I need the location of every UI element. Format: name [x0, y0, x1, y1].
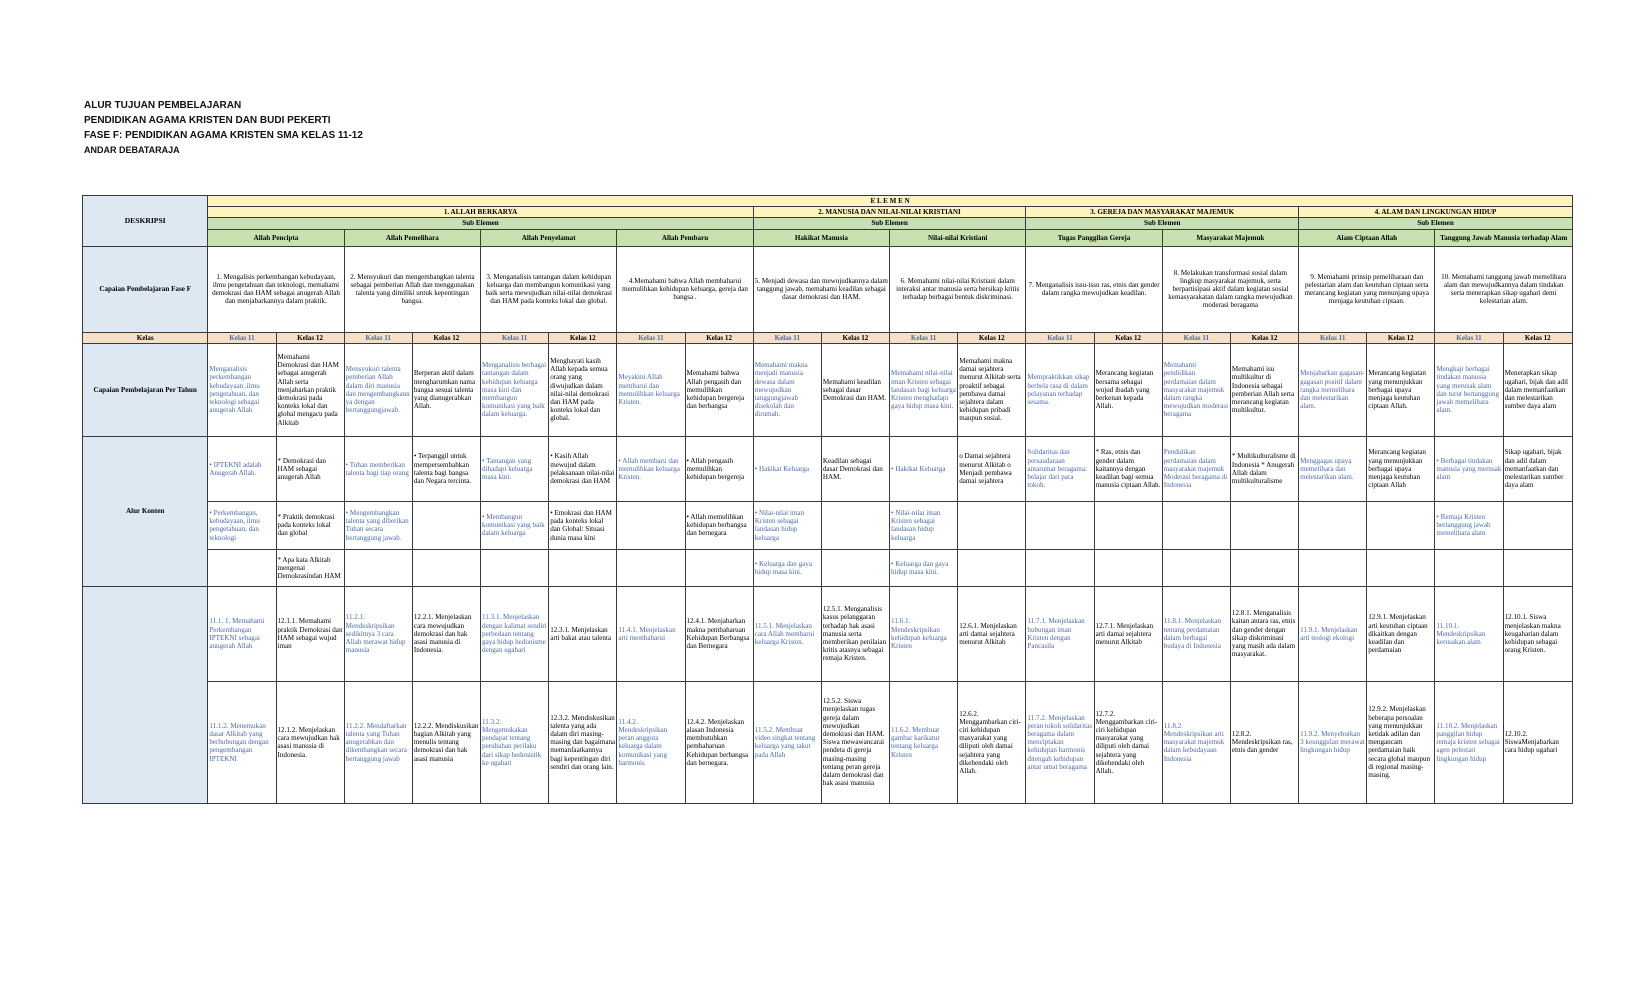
doc-title: ALUR TUJUAN PEMBELAJARAN: [84, 100, 242, 111]
kelas-12-header: Kelas 12: [276, 332, 344, 343]
cp-fase-cell: 9. Memahami prinsip pemeliharaan dan pelestarian alam dan keutuhan ciptaan serta merancang kegiatan yang menunjang upaya menjaga keutuhan ciptaan.: [1299, 246, 1435, 332]
alur-konten-cell: • Keluarga dan gaya hidup masa kini.: [890, 549, 958, 586]
kelas-12-header: Kelas 12: [821, 332, 889, 343]
alur-konten-cell: [1026, 501, 1094, 549]
tujuan-pembelajaran-cell: 12.9.2. Menjelaskan beberapa persoalan yang menunjukkan ketidak adilan dan mengancam perdamaian baik secara global maupun di regional masing-masing.: [1367, 681, 1435, 803]
alur-konten-cell: • Tuhan memberikan talenta bagi tiap orang: [344, 436, 412, 501]
tujuan-pembelajaran-cell: 11.3.2. Mengemukakan pendapat tentang perubahan perilaku dari sikap hedonistik ke ugahari: [481, 681, 549, 803]
cp-tahun-cell: Memahami Demokrasi dan HAM sebagai anugerah Allah serta menjabarkan praktik demokrasi pada konteks lokal dan global mengacu pada Alkitab: [276, 343, 344, 436]
cp-tahun-cell: Menghayati kasih Allah kepada semua orang yang diwujudkan dalam nilai-nilai demokrasi dan HAM pada konteks lokal dan global.: [549, 343, 617, 436]
tujuan-pembelajaran-cell: 11.2.1. Mendeskripsikan sedikitnya 3 cara Allah merawat hidup manusia: [344, 586, 412, 681]
tujuan-pembelajaran-cell: 12.6.1. Menjelaskan arti damai sejahtera menurut Alkitab: [958, 586, 1026, 681]
cp-tahun-cell: Mengkaji berbagai tindakan manusia yang merusak alam dan turut bertanggung jawab memelihara alam.: [1435, 343, 1503, 436]
kelas-12-header: Kelas 12: [412, 332, 480, 343]
elemen-header: E L E M E N: [208, 196, 1573, 207]
alur-konten-label: Alur Konten: [83, 436, 208, 586]
cp-tahun-cell: Mempraktikkan sikap berbela rasa di dalam pelayanan terhadap sesama.: [1026, 343, 1094, 436]
kelas-12-header: Kelas 12: [685, 332, 753, 343]
tujuan-pembelajaran-cell: 11.10.1. Mendeskripsikan kerusakan alam: [1435, 586, 1503, 681]
tujuan-pembelajaran-cell: 11.10.2. Menjelaskan panggilan hidup remaja kristen sebagai agen pelestari lingkungan hidup: [1435, 681, 1503, 803]
alur-konten-cell: • Remaja Kristen bertanggung jawab memelihara alam: [1435, 501, 1503, 549]
alur-konten-cell: • Kasih Allah mewujud dalam pelaksanaan nilai-nilai demokrasi dan HAM: [549, 436, 617, 501]
doc-subject: PENDIDIKAN AGAMA KRISTEN DAN BUDI PEKERTI: [84, 115, 331, 126]
alur-konten-cell: • Hakikat Keluarga: [753, 436, 821, 501]
cp-tahun-label: Capaian Pembelajaran Per Tahun: [83, 343, 208, 436]
alur-konten-cell: [617, 549, 685, 586]
table-row: [83, 246, 1573, 332]
alur-konten-cell: [958, 549, 1026, 586]
kelas-11-header: Kelas 11: [481, 332, 549, 343]
alur-konten-cell: • Allah pengasih memulihkan kehidupan bergereja: [685, 436, 753, 501]
alur-konten-cell: • Tantangan yang dihadapi keluarga masa kini.: [481, 436, 549, 501]
kelas-11-header: Kelas 11: [1162, 332, 1230, 343]
table-row: [83, 681, 1573, 803]
cp-fase-cell: 1. Mengalisis perkembangan kebudayaan, ilmu pengetahuan dan teknologi, memahami demokrasi dan HAM sebagai anugerah Allah dan menjabarkannya dalam praktik.: [208, 246, 344, 332]
sub-element-name: Alam Ciptaan Allah: [1299, 229, 1435, 246]
alur-konten-cell: Pendidikan perdamaian dalam masyarakat majemuk Moderasi beragama di Indonesia: [1162, 436, 1230, 501]
table-row: [83, 436, 1573, 501]
tujuan-pembelajaran-cell: 12.8.1. Menganalisis kaitan antara ras, etnis dan gender dengan sikap diskriminasi yang masih ada dalam masyarakat.: [1230, 586, 1298, 681]
tujuan-pembelajaran-cell: 12.5.2. Siswa menjelaskan tugas gereja dalam mewujudkan demokrasi dan HAM. Siswa mewawancarai pendeta di gereja masing-masing tentang peran gereja dalam demokrasi dan hak asasi manusia: [821, 681, 889, 803]
alur-konten-cell: • Perkembangan, kebudayaan, ilmu pengetahuan, dan teknologi: [208, 501, 276, 549]
kelas-11-header: Kelas 11: [1435, 332, 1503, 343]
tujuan-pembelajaran-cell: 12.7.1. Menjelaskan arti damai sejahtera menurut Alkitab: [1094, 586, 1162, 681]
cp-tahun-cell: Merancang kegiatan bersama sebagai wujud ibadah yang berkenan kepada Allah.: [1094, 343, 1162, 436]
doc-phase: FASE F: PENDIDIKAN AGAMA KRISTEN SMA KELAS 11-12: [84, 130, 363, 141]
table-row: [83, 207, 1573, 218]
tujuan-pembelajaran-cell: 11.7.2. Menjelaskan peran tokoh solidaritas beragama dalam menciptakan kehidupan harmonis ditengah kehidupan antar umat beragama: [1026, 681, 1094, 803]
sub-element-name: Nilai-nilai Kristiani: [890, 229, 1026, 246]
tujuan-pembelajaran-cell: 12.1.2. Menjelaskan cara mewujudkan hak asasi manusia di Indonesia.: [276, 681, 344, 803]
alur-konten-cell: [1230, 549, 1298, 586]
alur-konten-cell: • Membangun komunikasi yang baik dalam keluarga: [481, 501, 549, 549]
cp-fase-cell: 4.Memahami bahwa Allah membaharui memulihkan kehidupan keluarga, gereja dan bangsa .: [617, 246, 753, 332]
tujuan-pembelajaran-cell: 11.6.2. Membuat gambar karikatur tentang keluarga Kristen: [890, 681, 958, 803]
alur-konten-cell: [1162, 549, 1230, 586]
tujuan-pembelajaran-cell: 12.6.2. Menggambarkan ciri-ciri kehidupan masyarakat yang diliputi oleh damai sejahtera yang dikehendaki oleh Allah.: [958, 681, 1026, 803]
alur-konten-cell: [821, 549, 889, 586]
cp-fase-cell: 6. Memahami nilai-nilai Kristiani dalam interaksi antar manusia serta bersikap kritis terhadap berbagai bentuk diskriminasi.: [890, 246, 1026, 332]
tujuan-pembelajaran-cell: 12.2.2. Mendiskusikan bagian Alkitab yang menulis tentang demokrasi dan hak asasi manusia: [412, 681, 480, 803]
tujuan-pembelajaran-cell: 12.4.1. Menjabarkan makna pembaharuan Kehidupan Berbangsa dan Bernegara: [685, 586, 753, 681]
table-row: [83, 343, 1573, 436]
cp-tahun-cell: Menganalisis berbagai tantangan dalam kehidupan keluarga masa kini dan membangun komunikasi yang baik dalam keluarga.: [481, 343, 549, 436]
alur-konten-cell: • Emokrasi dan HAM pada konteks lokal dan Global: Situasi dunia masa kini: [549, 501, 617, 549]
sub-elemen-label: Sub Elemen: [753, 218, 1026, 229]
cp-fase-cell: 8. Melakukan transformasi sosial dalam lingkup masyarakat majemuk, serta berpartisipasi aktif dalam kegiatan sosial kemasyarakatan dalam rangka mewujudkan moderasi beragama: [1162, 246, 1298, 332]
kelas-11-header: Kelas 11: [617, 332, 685, 343]
alur-konten-cell: [412, 501, 480, 549]
alur-konten-cell: [1367, 501, 1435, 549]
alur-konten-cell: • Nilai-nilai iman Kristen sebagai landasan hidup keluarga: [753, 501, 821, 549]
cp-tahun-cell: Memahami makna menjadi manusia dewasa dalam mewujudkan tanggungjawab disekolah dan dirumah.: [753, 343, 821, 436]
alur-konten-cell: • Mengembangkan talenta yang diberikan Tuhan secara bertanggung jawab.: [344, 501, 412, 549]
alur-konten-cell: [685, 549, 753, 586]
tujuan-pembelajaran-cell: 12.10.1. Siswa menjelaskan makna keugaharian dalam kehidupan sebagai orang Kristen.: [1503, 586, 1572, 681]
kelas-12-header: Kelas 12: [1367, 332, 1435, 343]
alur-konten-cell: [1230, 501, 1298, 549]
kelas-11-header: Kelas 11: [753, 332, 821, 343]
element-name: 1. ALLAH BERKARYA: [208, 207, 753, 218]
tujuan-pembelajaran-cell: 12.1.1. Memahami praktik Demokrasi dan HAM sebagai wujud iman: [276, 586, 344, 681]
cp-tahun-cell: Menganalisis perkembangan kebudayaan ,ilmu pengetahuan, dan teknologi sebagai anugerah Allah: [208, 343, 276, 436]
sub-element-name: Hakikat Manusia: [753, 229, 889, 246]
alur-konten-cell: • Berbagai tindakan manusia yang merusak alam: [1435, 436, 1503, 501]
tp-label-cell: [83, 586, 208, 803]
tujuan-pembelajaran-cell: 11.8.2. Mendeskripsikan arti masyarakat majemuk dalam kebudayaan Indonesia: [1162, 681, 1230, 803]
cp-fase-cell: 3. Menganalisis tantangan dalam kehidupan keluarga dan membangun komunikasi yang baik serta mewujudkan nilai-nilai demokrasi dan HAM pada konteks lokal dan global.: [481, 246, 617, 332]
sub-element-name: Tanggung Jawab Manusia terhadap Alam: [1435, 229, 1573, 246]
tujuan-pembelajaran-cell: 11.9.2. Menyebutkan 3 keunggulan merawat lingkungan hidup: [1299, 681, 1367, 803]
alur-konten-cell: • Hakikat Keluarga: [890, 436, 958, 501]
alur-konten-cell: [617, 501, 685, 549]
cp-tahun-cell: Menjabarkan gagasan-gagasan positif dalam rangka memelihara dan melestarikan alam.: [1299, 343, 1367, 436]
cp-fase-cell: 2. Mensyukuri dan mengembangkan talenta sebagai pemberian Allah dan menggunakan talenta yang dimiliki untuk kepentingan bangsa.: [344, 246, 480, 332]
tujuan-pembelajaran-cell: 11.6.1. Mendeskripsikan kehidupan keluarga Kristen: [890, 586, 958, 681]
alur-konten-cell: * Apa kata Alkitab mengenai Demokrasindan HAM: [276, 549, 344, 586]
kelas-12-header: Kelas 12: [549, 332, 617, 343]
tujuan-pembelajaran-cell: 11.9.1. Menjelaskan arti teologi ekologi: [1299, 586, 1367, 681]
tujuan-pembelajaran-cell: 12.3.1. Menjelaskan arti bakat atau talenta: [549, 586, 617, 681]
kelas-11-header: Kelas 11: [1299, 332, 1367, 343]
table-row: [83, 229, 1573, 246]
tujuan-pembelajaran-cell: 12.3.2. Mendiskusikan talenta yang ada dalam diri masing-masing dan bagaimana memanfaatkannya bagi kepentingan diri sendiri dan orang lain.: [549, 681, 617, 803]
cp-tahun-cell: Memahami pendidikan perdamaian dalam masyarakat majemuk dalam rangka mewujudkan moderasi beragama: [1162, 343, 1230, 436]
alur-konten-cell: [1094, 501, 1162, 549]
tujuan-pembelajaran-cell: 12.5.1. Menganalisis kasus pelanggaran terhadap hak asasi manusia serta memberikan penilaian kritis atasnya sebagai remaja Kristen.: [821, 586, 889, 681]
cp-fase-label: Capaian Pembelajaran Fase F: [83, 246, 208, 332]
alur-konten-cell: Keadilan sebagai dasar Demokrasi dan HAM.: [821, 436, 889, 501]
cp-tahun-cell: Meyakini Allah membarui dan memulihkan keluarga Kristen.: [617, 343, 685, 436]
tujuan-pembelajaran-cell: 12.10.2. SiswaMenjabarkan cara hidup ugahari: [1503, 681, 1572, 803]
cp-fase-cell: 5. Menjadi dewasa dan mewujudkannya dalam tanggung jawab, memahami keadilan sebagai dasar demokrasi dan HAM.: [753, 246, 889, 332]
alur-konten-cell: [1503, 501, 1572, 549]
learning-objectives-table: [82, 195, 1573, 804]
sub-element-name: Allah Penyelamat: [481, 229, 617, 246]
alur-konten-cell: [1367, 549, 1435, 586]
cp-tahun-cell: Merancang kegiatan yang menunjukkan berbagai upaya menjaga keutuhan ciptaan Allah.: [1367, 343, 1435, 436]
table-row: [83, 196, 1573, 207]
kelas-12-header: Kelas 12: [958, 332, 1026, 343]
sub-element-name: Allah Pembaru: [617, 229, 753, 246]
alur-konten-cell: [549, 549, 617, 586]
tujuan-pembelajaran-cell: 11.3.1. Menjelaskan dengan kalimat sendiri perbedaan tentang gaya hidup hedonisme dengan ugahari: [481, 586, 549, 681]
alur-konten-cell: [1503, 549, 1572, 586]
sub-element-name: Allah Pemelihara: [344, 229, 480, 246]
alur-konten-cell: [208, 549, 276, 586]
kelas-12-header: Kelas 12: [1094, 332, 1162, 343]
tujuan-pembelajaran-cell: 11.1.2. Menemukan dasar Alkitab yang berhubungan dengan pengembangan IPTEKNI: [208, 681, 276, 803]
cp-tahun-cell: Berperan aktif dalam mengharumkan nama bangsa sesuai talenta yang dianugerahkan Allah.: [412, 343, 480, 436]
table-row: [83, 332, 1573, 343]
element-name: 4. ALAM DAN LINGKUNGAN HIDUP: [1299, 207, 1573, 218]
alur-konten-cell: * Multikulturalisme di Indonesia * Anugerah Allah dalam multikulturalisme: [1230, 436, 1298, 501]
alur-konten-cell: [958, 501, 1026, 549]
alur-konten-cell: • Nilai-nilai iman Kristen sebagai landasan hidup keluarga: [890, 501, 958, 549]
tujuan-pembelajaran-cell: 12.7.2. Menggambarkan ciri-ciri kehidupan masyarakat yang diliputi oleh damai sejahtera yang dikehendaki oleh Allah.: [1094, 681, 1162, 803]
deskripsi-header: DESKRIPSI: [83, 196, 208, 247]
table-row: [83, 218, 1573, 229]
kelas-12-header: Kelas 12: [1503, 332, 1572, 343]
tujuan-pembelajaran-cell: 11.4.2. Mendeskripsikan peran anggota keluarga dalam komunikasi yang harmonis: [617, 681, 685, 803]
sub-element-name: Masyarakat Majemuk: [1162, 229, 1298, 246]
tujuan-pembelajaran-cell: 11.5.1. Menjelaskan cara Allah membarui keluarga Kristen.: [753, 586, 821, 681]
kelas-11-header: Kelas 11: [1026, 332, 1094, 343]
alur-konten-cell: o Damai sejahtera menurut Alkitab o Menjadi pembawa damai sejahtera: [958, 436, 1026, 501]
cp-tahun-cell: Memahami isu multikultur di Indonesia sebagai pemberian Allah serta merancang kegiatan multikultur.: [1230, 343, 1298, 436]
alur-konten-cell: • IPTEKNI adalah Anugerah Allah.: [208, 436, 276, 501]
tujuan-pembelajaran-cell: 11.2.2. Mendaftarkan talenta yang Tuhan anugerahkan dan dikembangkan secara bertanggung jawab: [344, 681, 412, 803]
alur-konten-cell: [1299, 549, 1367, 586]
table-row: [83, 501, 1573, 549]
alur-konten-cell: • Allah membaru dan memulihkan keluarga Kristen.: [617, 436, 685, 501]
sub-elemen-label: Sub Elemen: [1299, 218, 1573, 229]
cp-tahun-cell: Memahami nilai-nilai iman Kristen sebagai landasan bagi keluarga Kristen menghadapi gaya hidup masa kini.: [890, 343, 958, 436]
tujuan-pembelajaran-cell: 11.5.2. Membuat video singkat tentang keluarga yang takut pada Allah: [753, 681, 821, 803]
alur-konten-cell: Solidaritas dan persaudaraan antarumat beragama: belajar dari para tokoh.: [1026, 436, 1094, 501]
alur-konten-cell: • Terpanggil untuk mempersembahkan talenta bagi bangsa dan Negara tercinta.: [412, 436, 480, 501]
alur-konten-cell: • Keluarga dan gaya hidup masa kini.: [753, 549, 821, 586]
alur-konten-cell: [481, 549, 549, 586]
kelas-11-header: Kelas 11: [208, 332, 276, 343]
tujuan-pembelajaran-cell: 12.4.2. Menjelaskan alasan Indonesia membutuhkan pembaharuan Kehidupan berbangsa dan bernegara.: [685, 681, 753, 803]
table-row: [83, 549, 1573, 586]
kelas-label: Kelas: [83, 332, 208, 343]
tujuan-pembelajaran-cell: 11.7.1. Menjelaskan hubungan iman Kristen dengan Pancasila: [1026, 586, 1094, 681]
alur-konten-cell: * Demokrasi dan HAM sebagai anugerah Allah: [276, 436, 344, 501]
alur-konten-cell: Menggagas upaya memelihara dan melestarikan alam.: [1299, 436, 1367, 501]
sub-element-name: Tugas Panggilan Gereja: [1026, 229, 1162, 246]
cp-fase-cell: 10. Memahami tanggung jawab memelihara alam dan mewujudkannya dalam tindakan serta menerapkan sikap ugahari demi kelestarian alam.: [1435, 246, 1573, 332]
alur-konten-cell: * Ras, etnis dan gender dalam kaitannya dengan keadilan bagi semua manusia ciptaan Allah.: [1094, 436, 1162, 501]
alur-konten-cell: [1435, 549, 1503, 586]
table-row: [83, 586, 1573, 681]
alur-konten-cell: Sikap ugahari, bijak dan adil dalam memanfaatkan dan melestarikan sumber daya alam: [1503, 436, 1572, 501]
cp-tahun-cell: Memahami makna damai sejahtera menurut Alkitab serta proaktif sebagai pembawa damai sejahtera dalam kehidupan pribadi maupun sosial.: [958, 343, 1026, 436]
sub-elemen-label: Sub Elemen: [1026, 218, 1299, 229]
document-header: [84, 98, 363, 158]
cp-tahun-cell: Memahami keadilan sebagai dasar Demokrasi dan HAM.: [821, 343, 889, 436]
sub-element-name: Allah Pencipta: [208, 229, 344, 246]
cp-tahun-cell: Mensyukuri talenta pemberian Allah dalam diri manusia dan mengembangkann ya dengan bertanggungjawab.: [344, 343, 412, 436]
alur-konten-cell: [1094, 549, 1162, 586]
alur-konten-cell: [821, 501, 889, 549]
alur-konten-cell: [344, 549, 412, 586]
kelas-11-header: Kelas 11: [344, 332, 412, 343]
tujuan-pembelajaran-cell: 11.1. 1. Memahami Perkembangan IPTEKNI sebagai anugerah Allah: [208, 586, 276, 681]
sub-elemen-label: Sub Elemen: [208, 218, 753, 229]
alur-konten-cell: [1026, 549, 1094, 586]
alur-konten-cell: [1299, 501, 1367, 549]
kelas-12-header: Kelas 12: [1230, 332, 1298, 343]
alur-konten-cell: • Allah memulihkan kehidupan berbangsa dan bernegara: [685, 501, 753, 549]
alur-konten-cell: Merancang kegiatan yang menunjukkan berbagai upaya menjaga keutuhan ciptaan Allah: [1367, 436, 1435, 501]
cp-tahun-cell: Memahami bahwa Allah pengasih dan memulihkan kehidupan bergereja dan berbangsa: [685, 343, 753, 436]
tujuan-pembelajaran-cell: 12.9.1. Menjelaskan arti keutuhan ciptaan dikaitkan dengan keadilan dan perdamaian: [1367, 586, 1435, 681]
alur-konten-cell: [1162, 501, 1230, 549]
element-name: 3. GEREJA DAN MASYARAKAT MAJEMUK: [1026, 207, 1299, 218]
tujuan-pembelajaran-cell: 11.8.1. Menjelaskan tentang perdamaian dalam berbagai budaya di Indonesia: [1162, 586, 1230, 681]
cp-tahun-cell: Menerapkan sikap ugahari, bijak dan adil dalam memanfaatkan dan melestarikan sumber daya alam: [1503, 343, 1572, 436]
alur-konten-cell: [412, 549, 480, 586]
alur-konten-cell: * Praktik demokrasi pada konteks lokal dan global: [276, 501, 344, 549]
tujuan-pembelajaran-cell: 12.8.2. Mendeskripsikan ras, etnis dan gender: [1230, 681, 1298, 803]
kelas-11-header: Kelas 11: [890, 332, 958, 343]
doc-author: ANDAR DEBATARAJA: [84, 145, 180, 155]
tujuan-pembelajaran-cell: 12.2.1. Menjelaskan cara mewujudkan demokrasi dan hak asasi manusia di Indonesia.: [412, 586, 480, 681]
tujuan-pembelajaran-cell: 11.4.1. Menjelaskan arti membaharui: [617, 586, 685, 681]
element-name: 2. MANUSIA DAN NILAI-NILAI KRISTIANI: [753, 207, 1026, 218]
cp-fase-cell: 7. Menganalisis issu-issu ras, etnis dan gender dalam rangka mewujudkan keadilan.: [1026, 246, 1162, 332]
